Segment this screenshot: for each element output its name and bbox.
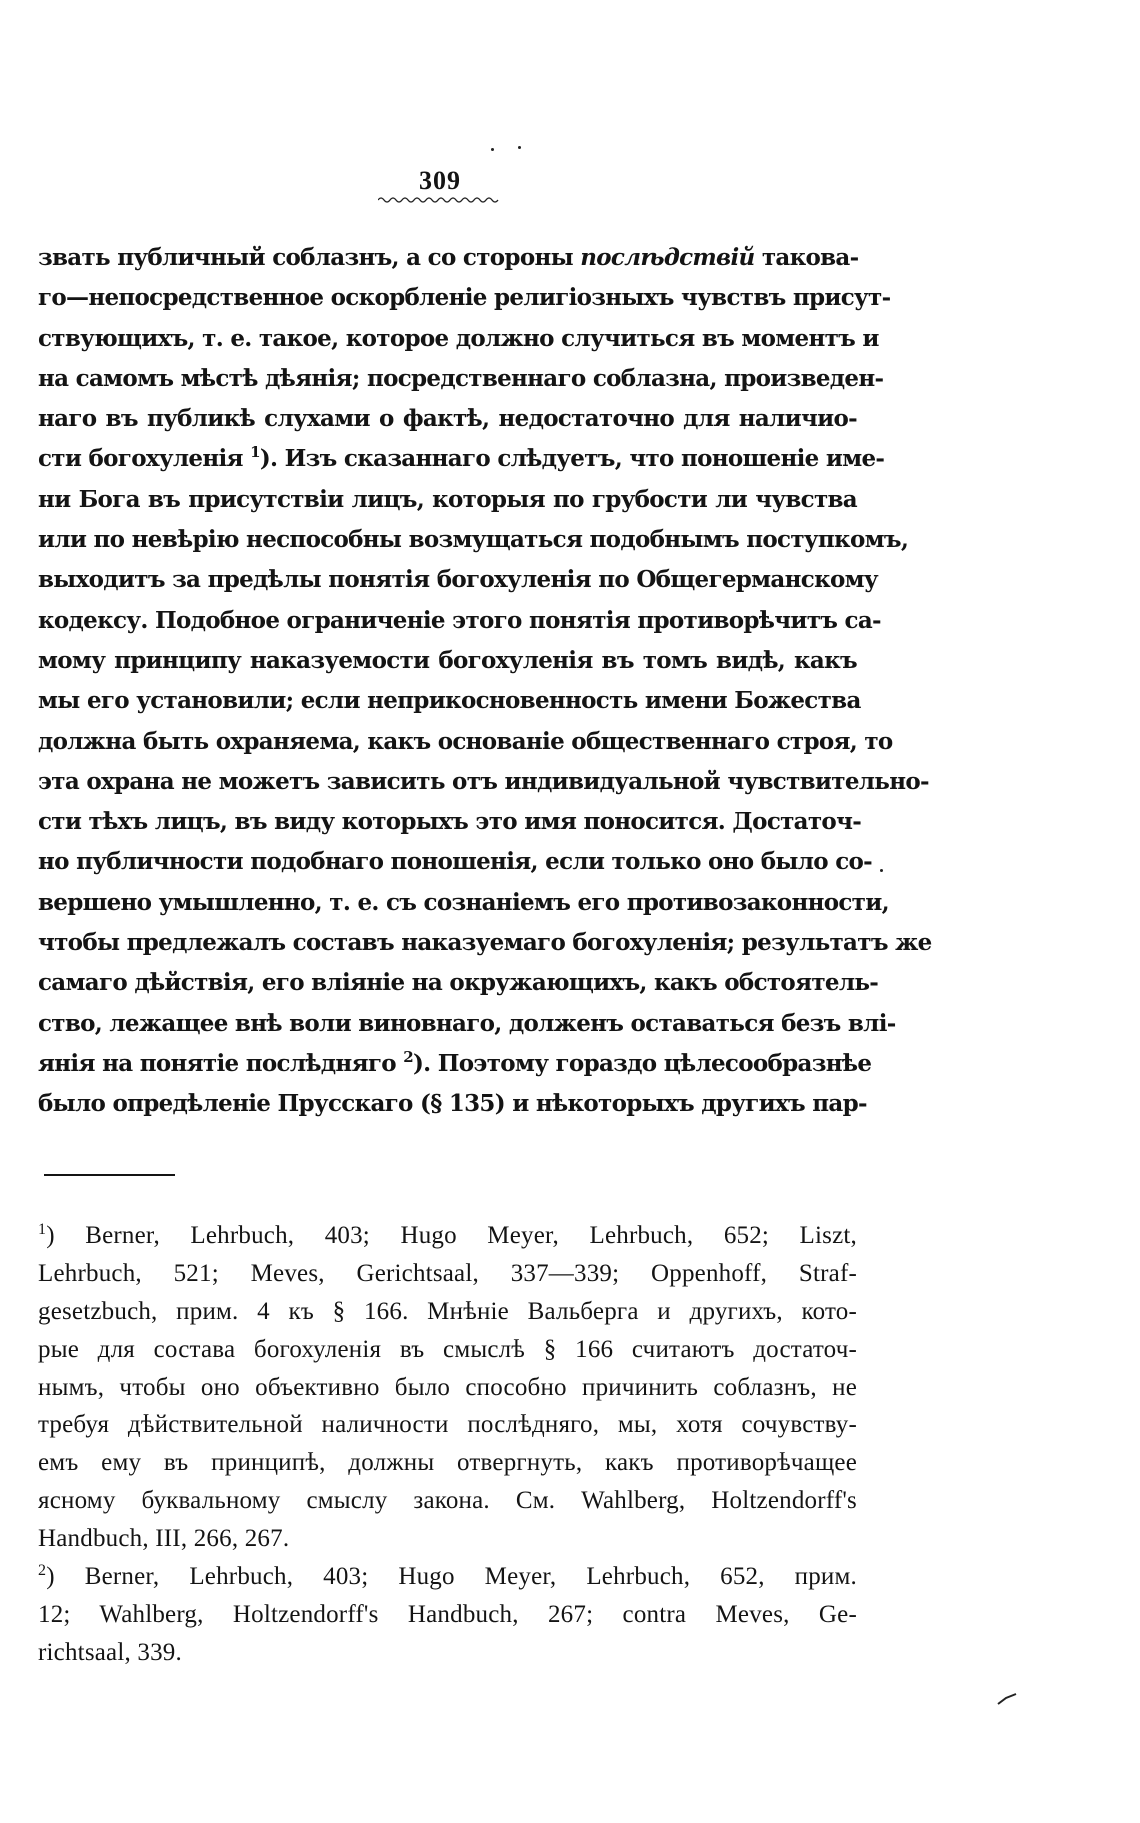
footnote-text: ) Berner, Lehrbuch, 403; Hugo Meyer, Lehrbuch, 652; Liszt, [46,1222,857,1249]
footnote-text: richtsaal, 339. [38,1638,182,1666]
footnote-line [38,1596,857,1634]
footnote-line [38,1406,857,1444]
text-segment: янія на понятіе послѣдняго [38,1049,404,1077]
text-segment: должна быть охраняема, какъ основаніе общественнаго строя, то [38,727,893,755]
text-segment: на самомъ мѣстѣ дѣянія; посредственнаго соблазна, произведен- [38,364,884,392]
body-line [38,963,879,1003]
footnote-text: рые для состава богохуленія въ смыслѣ § 166 считаютъ достаточ- [38,1335,857,1363]
body-text [38,238,932,1125]
footnote-number: 2 [38,1562,47,1580]
footnote-text: ) Berner, Lehrbuch, 403; Hugo Meyer, Lehrbuch, 652, прим. [46,1563,857,1591]
text-segment: сти богохуленія [38,445,251,473]
footnote-line [38,1634,857,1672]
print-speck [518,146,521,149]
footnote-number: 1 [38,1221,47,1238]
body-line [38,842,873,882]
wavy-rule-ornament [378,196,500,204]
footnote-line [38,1255,857,1293]
footnote-separator [44,1174,175,1176]
body-line [38,560,878,600]
footnote-line [38,1520,857,1558]
body-line [38,681,861,721]
italic-text: послѣдствій [580,244,755,271]
body-line [38,439,885,479]
page-number: 309 [419,166,461,195]
footnote-text: емъ ему въ принципѣ, должны отвергнуть, какъ противорѣчащее [38,1449,857,1477]
footnote-text: нымъ, чтобы оно объективно было способно причинить соблазнъ, не [38,1373,857,1401]
body-line [38,802,862,842]
footnote-text: gesetzbuch, прим. 4 къ § 166. Мнѣніе Вальберга и другихъ, кото- [38,1297,857,1325]
body-line [38,319,879,359]
footnote-line [38,1217,857,1255]
text-segment: сти тѣхъ лицъ, въ виду которыхъ это имя поносится. Достаточ- [38,808,862,836]
text-segment: эта охрана не можетъ зависить отъ индивидуальной чувствительно- [38,767,929,795]
body-line [38,520,909,560]
text-segment: ни Бога въ присутствіи лицъ, которыя по грубости ли чувства [38,485,857,513]
ink-mark [996,1692,1020,1706]
body-line [38,883,889,923]
footnote-text: ясному буквальному смыслу закона. См. Wahlberg, Holtzendorff's [38,1487,857,1515]
text-segment: было опредѣленіе Прусскаго (§ 135) и нѣкоторыхъ другихъ пар- [38,1090,867,1118]
body-line [38,601,881,641]
print-speck [491,148,494,151]
text-segment: но публичности подобнаго поношенія, если только оно было со- [38,848,873,876]
text-segment: такова- [754,244,859,271]
text-segment: ствующихъ, т. е. такое, которое должно случиться въ моментъ и [38,324,879,352]
text-segment: или по невѣрію неспособны возмущаться подобнымъ поступкомъ, [38,526,909,554]
text-segment: выходитъ за предѣлы понятія богохуленія по Общегерманскому [38,566,878,594]
text-segment: ). Изъ сказаннаго слѣдуетъ, что поношеніе име- [259,445,885,473]
text-segment: го—непосредственное оскорбленіе религіозныхъ чувствъ присут- [38,284,891,312]
text-segment: ство, лежащее внѣ воли виновнаго, долженъ оставаться безъ влі- [38,1009,896,1037]
text-segment: звать публичный соблазнъ, а со стороны [38,244,581,271]
body-line [38,480,857,520]
text-segment: кодексу. Подобное ограниченіе этого понятія противорѣчитъ са- [38,606,881,634]
footnote-text: Handbuch, III, 266, 267. [38,1525,290,1553]
footnotes [38,1217,857,1672]
body-line [38,1044,872,1084]
footnote-text: требуя дѣйствительной наличности послѣдняго, мы, хотя сочувству- [38,1411,857,1439]
body-line [38,923,932,963]
text-segment: наго въ публикѣ слухами о фактѣ, недостаточно для наличио- [38,405,857,433]
body-line [38,399,857,439]
text-segment: мому принципу наказуемости богохуленія въ томъ видѣ, какъ [38,646,857,674]
text-segment: самаго дѣйствія, его вліяніе на окружающихъ, какъ обстоятель- [38,969,879,997]
footnote-text: 12; Wahlberg, Holtzendorff's Handbuch, 267; contra Meves, Ge- [38,1600,857,1628]
text-segment: вершено умышленно, т. е. съ сознаніемъ его противозаконности, [38,888,889,916]
body-line [38,722,893,762]
text-segment: мы его установили; если неприкосновенность имени Божества [38,687,861,715]
footnote-line [38,1558,857,1596]
footnote-line [38,1444,857,1482]
print-speck [880,869,883,872]
footnote-line [38,1331,857,1369]
text-segment: ). Поэтому гораздо цѣлесообразнѣе [412,1049,872,1077]
footnote-line [38,1369,857,1407]
footnote-line [38,1482,857,1520]
body-line [38,1084,867,1124]
body-line [38,641,857,681]
body-line [38,278,891,318]
text-segment: чтобы предлежалъ составъ наказуемаго богохуленія; результатъ же [38,929,932,957]
footnote-ref: 1 [250,443,260,462]
footnote-ref: 2 [403,1047,413,1066]
body-line [38,762,929,802]
body-line [38,238,857,278]
footnote-line [38,1293,857,1331]
footnote-text: Lehrbuch, 521; Meves, Gerichtsaal, 337—339; Oppenhoff, Straf- [38,1259,857,1287]
body-line [38,1004,896,1044]
body-line [38,359,884,399]
